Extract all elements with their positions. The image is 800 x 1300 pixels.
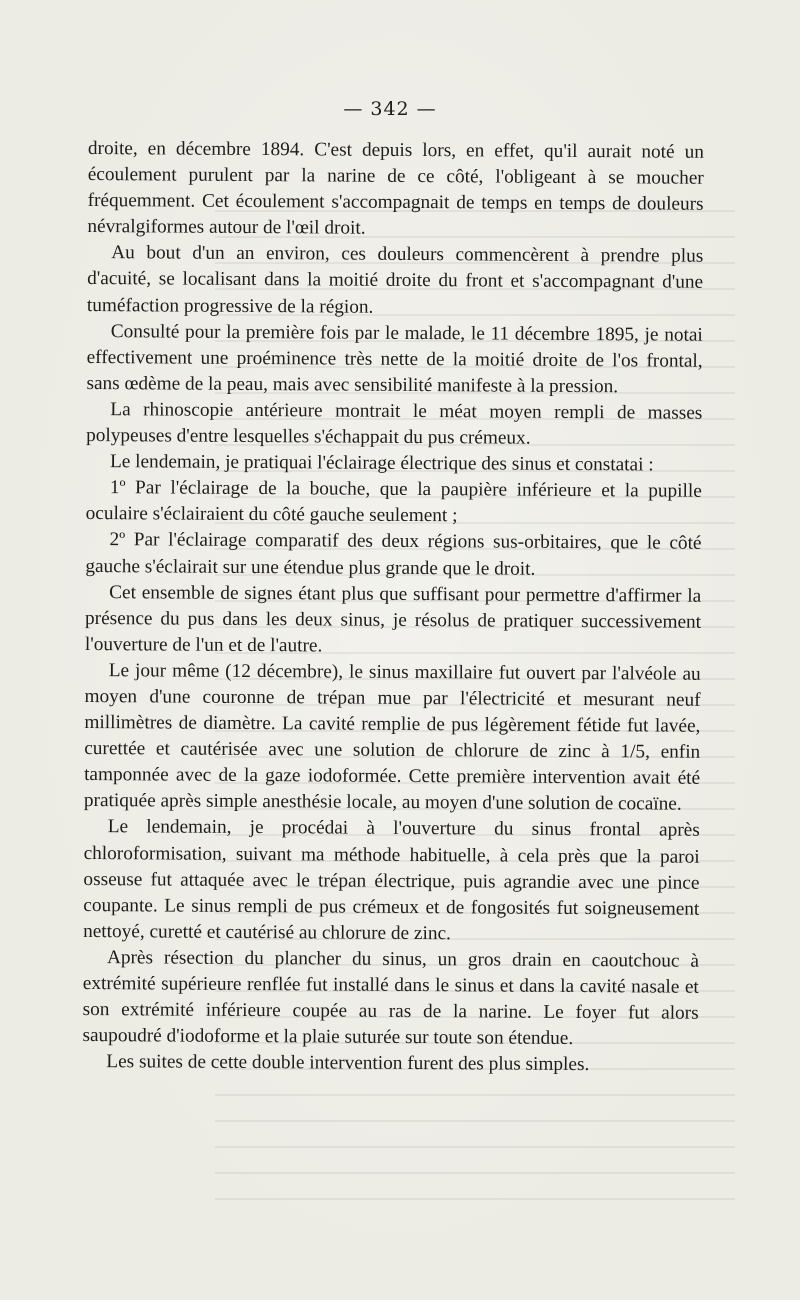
paragraph: Cet ensemble de signes étant plus que suffisant pour permettre d'affirmer la présence du pus dans les deux sinus, je résolus de pratiquer successivement l'ouverture de l'un et de l'autre. [84, 581, 702, 657]
paragraph: Le jour même (12 décembre), le sinus maxillaire fut ouvert par l'alvéole au moyen d'une couronne de trépan mue par l'électricité et mesurant neuf millimètres de diamètre. La cavité remplie de pus légèrement fétide fut lavée, curettée et cautérisée avec une solution de chlorure de zinc à 1/5, enfin tamponnée avec de la gaze iodoformée. Cette première intervention avait été pratiquée après simple anesthésie locale, au moyen d'une solution de cocaïne. [83, 660, 701, 815]
paragraph: Le lendemain, je pratiquai l'éclairage électrique des sinus et constatai : [109, 451, 654, 476]
page-number: — 342 — [343, 98, 437, 120]
body-text [82, 136, 704, 1079]
paragraph-list-item: 1º Par l'éclairage de la bouche, que la paupière inférieure et la pupille oculaire s'éclairaient du côté gauche seulement ; [85, 477, 702, 527]
paragraph: Au bout d'un an environ, ces douleurs commencèrent à prendre plus d'acuité, se localisant dans la moitié droite du front et s'accompagnant d'une tuméfaction progressive de la région. [86, 242, 704, 318]
paragraph-continuation: droite, en décembre 1894. C'est depuis lors, en effet, qu'il aurait noté un écoulement purulent par la narine de ce côté, l'obligeant à se moucher fréquemment. Cet écoulement s'accompagnait de temps en temps de douleurs névralgiformes autour de l'œil droit. [87, 137, 704, 239]
paragraph: La rhinoscopie antérieure montrait le méat moyen rempli de masses polypeuses d'entre lesquelles s'échappait du pus crémeux. [86, 399, 703, 449]
paragraph: Consulté pour la première fois par le malade, le 11 décembre 1895, je notai effectivement une proéminence très nette de la moitié droite de l'os frontal, sans œdème de la peau, mais avec sensibilité manifeste à la pression. [86, 320, 703, 398]
paragraph: Les suites de cette double intervention furent des plus simples. [106, 1051, 590, 1076]
paragraph: Le lendemain, je procédai à l'ouverture du sinus frontal après chloroformisation, suivant ma méthode habituelle, à cela près que la paroi osseuse fut attaquée avec le trépan électrique, puis agrandie avec une pince coupante. Le sinus rempli de pus crémeux et de fongosités fut soigneusement nettoyé, curetté et cautérisé au chlorure de zinc. [83, 816, 700, 945]
paragraph-list-item: 2º Par l'éclairage comparatif des deux régions sus-orbitaires, que le côté gauche s'éclairait sur une étendue plus grande que le droit. [85, 529, 702, 580]
paragraph: Après résection du plancher du sinus, un gros drain en caoutchouc à extrémité supérieure renflée fut installé dans le sinus et dans la cavité nasale et son extrémité inférieure coupée au ras de la narine. Le foyer fut alors saupoudré d'iodoforme et la plaie suturée sur toute son étendue. [82, 947, 700, 1050]
